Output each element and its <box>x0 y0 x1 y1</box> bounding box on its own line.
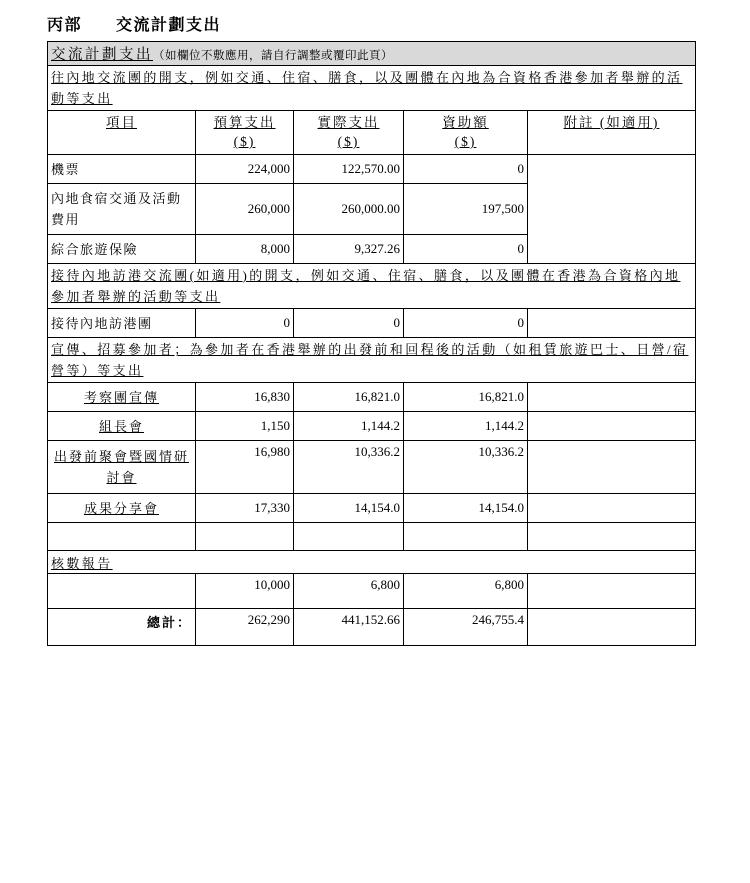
row-subsidy-value: 0 <box>404 309 528 338</box>
unit-label: ($) <box>233 134 256 149</box>
table-row-sharing <box>48 494 696 523</box>
table-row-leader-meeting <box>48 412 696 441</box>
section-incoming-tours <box>48 264 696 309</box>
col-header-budget: 預算支出 ($) <box>196 111 294 155</box>
row-subsidy-value: 10,336.2 <box>404 441 528 494</box>
remarks-cell <box>528 574 696 609</box>
empty-cell <box>48 574 196 609</box>
section-promotion-text: 宣傳、招募參加者；為參加者在香港舉辦的出發前和回程後的活動（如租賃旅遊巴士、日營/宿營等）等支出 <box>51 342 689 378</box>
banner-cell <box>48 42 696 66</box>
row-actual-value: 10,336.2 <box>294 441 404 494</box>
row-budget-value: 224,000 <box>196 155 294 184</box>
row-actual-value: 0 <box>294 309 404 338</box>
col-header-item: 項目 <box>48 111 196 155</box>
row-budget-value: 260,000 <box>196 184 294 235</box>
table-row-air-tickets <box>48 155 696 184</box>
row-budget-value: 17,330 <box>196 494 294 523</box>
table-row-total <box>48 609 696 646</box>
unit-label: ($) <box>454 134 477 149</box>
row-item-label: 內地食宿交通及活動費用 <box>48 184 196 235</box>
total-label: 總計： <box>48 609 196 646</box>
section-row-promotion <box>48 338 696 383</box>
section-row-mainland-trips <box>48 66 696 111</box>
row-item-label: 組長會 <box>48 412 196 441</box>
empty-cell <box>404 523 528 551</box>
expenditure-table <box>47 41 696 646</box>
table-row-pre-departure <box>48 441 696 494</box>
col-header-remarks: 附註 (如適用) <box>528 111 696 155</box>
header-row <box>48 111 696 155</box>
row-subsidy-value: 16,821.0 <box>404 383 528 412</box>
empty-cell <box>528 609 696 646</box>
banner-note: （如欄位不敷應用，請自行調整或覆印此頁） <box>153 50 393 62</box>
remarks-cell-merged <box>528 155 696 264</box>
empty-cell <box>48 523 196 551</box>
row-item-label: 接待內地訪港團 <box>48 309 196 338</box>
row-actual-value: 16,821.0 <box>294 383 404 412</box>
row-actual-value: 14,154.0 <box>294 494 404 523</box>
unit-label: ($) <box>337 134 360 149</box>
page-title-part: 丙部 <box>47 17 83 34</box>
table-row-audit-amounts <box>48 574 696 609</box>
row-budget-value: 1,150 <box>196 412 294 441</box>
section-mainland-trips-text: 往內地交流團的開支，例如交通、住宿、膳食，以及團體在內地為合資格香港參加者舉辦的活動等支出 <box>51 70 683 106</box>
row-actual-value: 260,000.00 <box>294 184 404 235</box>
section-row-audit <box>48 551 696 574</box>
row-item-label: 考察團宣傳 <box>48 383 196 412</box>
col-header-subsidy: 資助額 ($) <box>404 111 528 155</box>
row-actual-value: 122,570.00 <box>294 155 404 184</box>
section-mainland-trips <box>48 66 696 111</box>
row-subsidy-value: 197,500 <box>404 184 528 235</box>
section-audit-report-text: 核數報告 <box>51 555 113 571</box>
row-subsidy-value: 14,154.0 <box>404 494 528 523</box>
total-actual-value: 441,152.66 <box>294 609 404 646</box>
empty-cell <box>196 523 294 551</box>
row-subsidy-value: 0 <box>404 155 528 184</box>
remarks-cell <box>528 412 696 441</box>
section-audit-report <box>48 551 696 574</box>
table-row-promotion <box>48 383 696 412</box>
row-actual-value: 9,327.26 <box>294 235 404 264</box>
row-budget-value: 0 <box>196 309 294 338</box>
remarks-cell <box>528 441 696 494</box>
table-row-empty <box>48 523 696 551</box>
row-item-label: 出發前聚會暨國情研討會 <box>48 441 196 494</box>
col-header-actual: 實際支出 ($) <box>294 111 404 155</box>
row-actual-value: 6,800 <box>294 574 404 609</box>
remarks-cell <box>528 494 696 523</box>
expenditure-form <box>47 12 695 646</box>
row-item-label: 機票 <box>48 155 196 184</box>
row-budget-value: 10,000 <box>196 574 294 609</box>
row-item-label: 綜合旅遊保險 <box>48 235 196 264</box>
row-subsidy-value: 0 <box>404 235 528 264</box>
empty-cell <box>294 523 404 551</box>
total-budget-value: 262,290 <box>196 609 294 646</box>
table-row-hosting <box>48 309 696 338</box>
row-subsidy-value: 1,144.2 <box>404 412 528 441</box>
row-budget-value: 8,000 <box>196 235 294 264</box>
row-subsidy-value: 6,800 <box>404 574 528 609</box>
page-title-main: 交流計劃支出 <box>116 17 222 34</box>
total-subsidy-value: 246,755.4 <box>404 609 528 646</box>
banner-title: 交流計劃支出 <box>51 47 153 63</box>
row-budget-value: 16,830 <box>196 383 294 412</box>
row-budget-value: 16,980 <box>196 441 294 494</box>
row-item-label: 成果分享會 <box>48 494 196 523</box>
row-actual-value: 1,144.2 <box>294 412 404 441</box>
empty-cell <box>528 523 696 551</box>
section-row-incoming-tours <box>48 264 696 309</box>
page-title <box>47 12 695 35</box>
section-incoming-tours-text: 接待內地訪港交流團(如適用)的開支，例如交通、住宿、膳食，以及團體在香港為合資格內地參加者舉辦的活動等支出 <box>51 268 681 304</box>
remarks-cell <box>528 309 696 338</box>
section-promotion <box>48 338 696 383</box>
remarks-cell <box>528 383 696 412</box>
banner-row <box>48 42 696 66</box>
